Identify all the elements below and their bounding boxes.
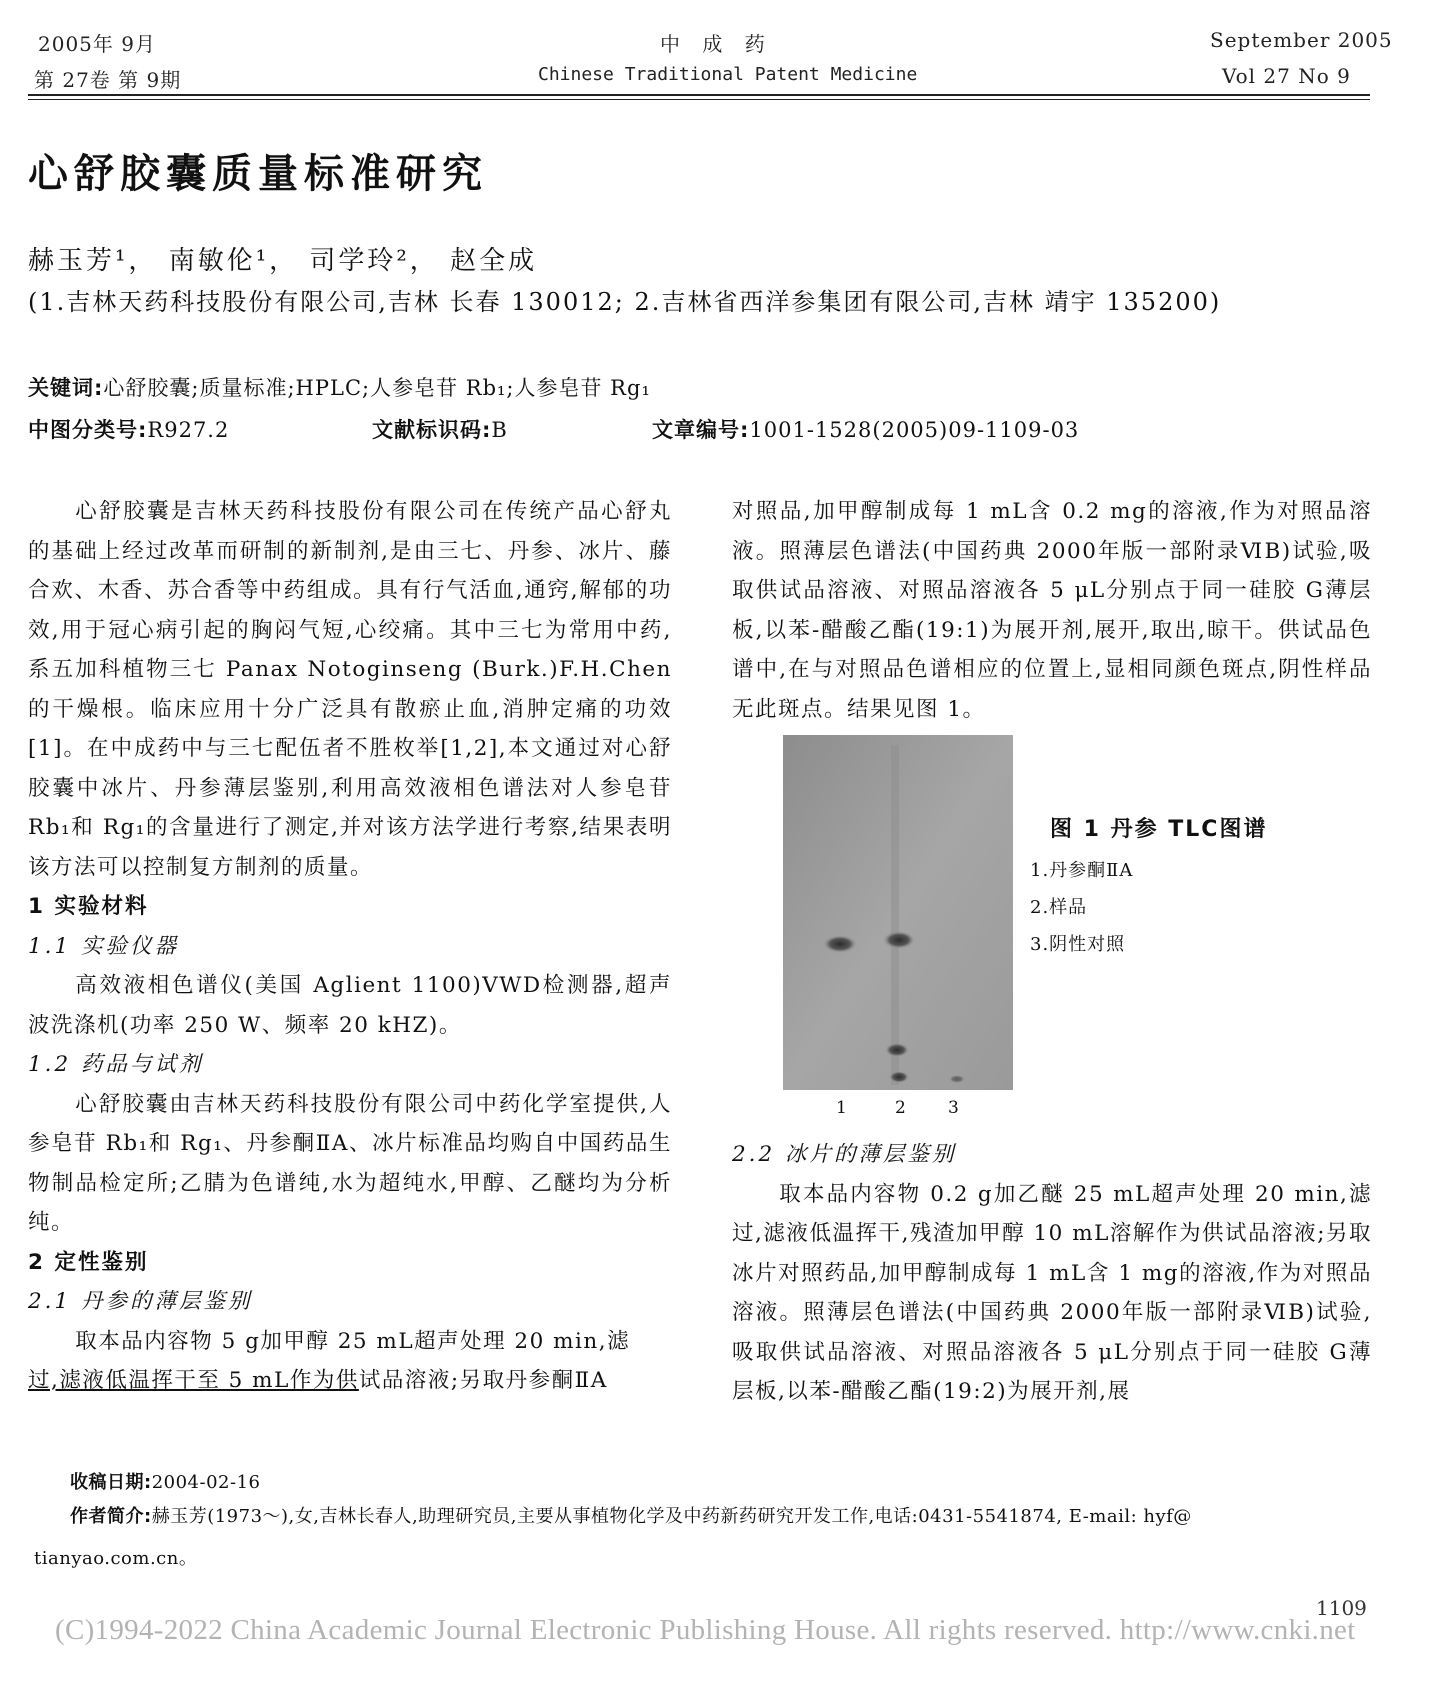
article-no-line xyxy=(652,414,1079,444)
figure-caption: 图 1 丹参 TLC图谱 xyxy=(1050,817,1268,842)
header-volume-en: Vol 27 No 9 xyxy=(1222,64,1351,88)
doc-code-label: 文献标识码: xyxy=(372,418,492,442)
header-volume-cn: 第 27卷 第 9期 xyxy=(34,68,182,92)
section-1-heading: 1 实验材料 xyxy=(28,894,149,919)
lane-label-2: 2 xyxy=(895,1098,906,1118)
section-2-2-heading: 2.2 冰片的薄层鉴别 xyxy=(732,1142,957,1167)
right-column-top xyxy=(732,492,1372,729)
intro-paragraph: 心舒胶囊是吉林天药科技股份有限公司在传统产品心舒丸的基础上经过改革而研制的新制剂,是由三七、丹参、冰片、藤合欢、木香、苏合香等中药组成。具有行气活血,通窍,解郁的功效,用于冠心病引起的胸闷气短,心绞痛。其中三七为常用中药,系五加科植物三七 Panax Notoginseng (Burk.)F.H.Chen的干燥根。临床应用十分广泛具有散瘀止血,消肿定痛的功效[1]。在中成药中与三七配伍者不胜枚举[1,2],本文通过对心舒胶囊中冰片、丹参薄层鉴别,利用高效液相色谱法对人参皂苷 Rb₁和 Rg₁的含量进行了测定,并对该方法学进行考察,结果表明该方法可以控制复方制剂的质量。 xyxy=(28,499,672,880)
header-date-cn: 2005年 9月 xyxy=(38,32,156,56)
article-title: 心舒胶囊质量标准研究 xyxy=(28,150,488,197)
page-number: 1109 xyxy=(1316,1596,1367,1620)
tlc-spot-lane3-origin xyxy=(949,1075,965,1083)
clc-value: R927.2 xyxy=(147,418,230,442)
received-date: 2004-02-16 xyxy=(151,1472,261,1493)
author-bio-continued: tianyao.com.cn。 xyxy=(34,1548,198,1569)
tlc-plate-image xyxy=(783,735,1013,1090)
clc-line xyxy=(28,414,229,444)
header-date-en: September 2005 xyxy=(1210,28,1393,52)
tlc-spot-lane1 xyxy=(823,935,857,953)
section-2-1-continued: 对照品,加甲醇制成每 1 mL含 0.2 mg的溶液,作为对照品溶液。照薄层色谱法(中国药典 2000年版一部附录ⅥB)试验,吸取供试品溶液、对照品溶液各 5 μL分别点于同一硅胶 G薄层板,以苯-醋酸乙酯(19:1)为展开剂,展开,取出,晾干。供试品色谱中,在与对照品色谱相应的位置上,显相同颜色斑点,阴性样品无此斑点。结果见图 1。 xyxy=(732,499,1372,722)
section-1-1-heading: 1.1 实验仪器 xyxy=(28,933,180,959)
section-2-1-text-b: 过,滤液低温挥干至 5 mL作为供 xyxy=(28,1368,359,1393)
left-column xyxy=(28,492,672,1401)
section-1-2-heading: 1.2 药品与试剂 xyxy=(28,1052,204,1077)
received-label: 收稿日期: xyxy=(70,1472,152,1493)
author-bio-label: 作者简介: xyxy=(70,1506,152,1527)
tlc-figure xyxy=(783,735,1013,1090)
section-2-1-text-a: 取本品内容物 5 g加甲醇 25 mL超声处理 20 min,滤 xyxy=(75,1328,631,1354)
clc-label: 中图分类号: xyxy=(28,418,148,442)
article-authors: 赫玉芳¹， 南敏伦¹， 司学玲²， 赵全成 xyxy=(28,246,538,276)
figure-legend-item-2: 2.样品 xyxy=(1030,897,1088,918)
tlc-spot-lane2 xyxy=(883,931,915,949)
section-2-1-text-c: 试品溶液;另取丹参酮ⅡA xyxy=(358,1368,608,1393)
lane-label-3: 3 xyxy=(948,1098,959,1118)
received-date-line xyxy=(70,1468,260,1494)
keywords-text: 心舒胶囊;质量标准;HPLC;人参皂苷 Rb₁;人参皂苷 Rg₁ xyxy=(103,376,651,400)
section-2-heading: 2 定性鉴别 xyxy=(28,1249,149,1275)
article-no-value: 1001-1528(2005)09-1109-03 xyxy=(749,418,1080,442)
article-no-label: 文章编号: xyxy=(652,418,750,442)
header-rule xyxy=(28,94,1370,96)
section-1-2-text: 心舒胶囊由吉林天药科技股份有限公司中药化学室提供,人参皂苷 Rb₁和 Rg₁、丹参酮ⅡA、冰片标准品均购自中国药品生物制品检定所;乙腈为色谱纯,水为超纯水,甲醇、乙醚均为分析纯。 xyxy=(28,1091,672,1235)
right-column-bottom xyxy=(732,1135,1372,1412)
doc-code-value: B xyxy=(491,418,508,442)
doc-code-line xyxy=(372,414,508,444)
author-bio-line xyxy=(70,1502,1370,1528)
section-2-1-heading: 2.1 丹参的薄层鉴别 xyxy=(28,1289,253,1314)
section-2-1-text-bc xyxy=(28,1361,672,1401)
keywords-line xyxy=(28,372,651,402)
tlc-spot-lane2-origin xyxy=(889,1071,909,1083)
lane-label-1: 1 xyxy=(836,1098,847,1118)
section-2-2-text: 取本品内容物 0.2 g加乙醚 25 mL超声处理 20 min,滤过,滤液低温挥干,残渣加甲醇 10 mL溶解作为供试品溶液;另取冰片对照药品,加甲醇制成每 1 mL含 1 mg的溶液,作为对照品溶液。照薄层色谱法(中国药典 2000年版一部附录ⅥB)试验,吸取供试品溶液、对照品溶液各 5 μL分别点于同一硅胶 G薄层板,以苯-醋酸乙酯(19:2)为展开剂,展 xyxy=(732,1181,1372,1404)
section-1-1-text: 高效液相色谱仪(美国 Aglient 1100)VWD检测器,超声波洗涤机(功率 250 W、频率 20 kHZ)。 xyxy=(28,973,672,1038)
author-bio-text: 赫玉芳(1973～),女,吉林长春人,助理研究员,主要从事植物化学及中药新药研究开发工作,电话:0431-5541874, E-mail: hyf@ xyxy=(151,1506,1192,1527)
cnki-watermark: (C)1994-2022 China Academic Journal Electronic Publishing House. All rights reserved. http://www.cnki.net xyxy=(55,1614,1356,1646)
tlc-spot-lane2-low xyxy=(885,1043,909,1057)
header-journal-en: Chinese Traditional Patent Medicine xyxy=(538,64,918,85)
article-affiliation: (1.吉林天药科技股份有限公司,吉林 长春 130012; 2.吉林省西洋参集团有限公司,吉林 靖宇 135200) xyxy=(28,288,1222,316)
header-journal-cn: 中 成 药 xyxy=(660,32,773,56)
figure-legend-item-3: 3.阴性对照 xyxy=(1030,934,1126,955)
figure-legend-item-1: 1.丹参酮ⅡA xyxy=(1030,860,1134,881)
header-rule-thin xyxy=(28,99,1370,100)
keywords-label: 关键词: xyxy=(28,376,104,400)
